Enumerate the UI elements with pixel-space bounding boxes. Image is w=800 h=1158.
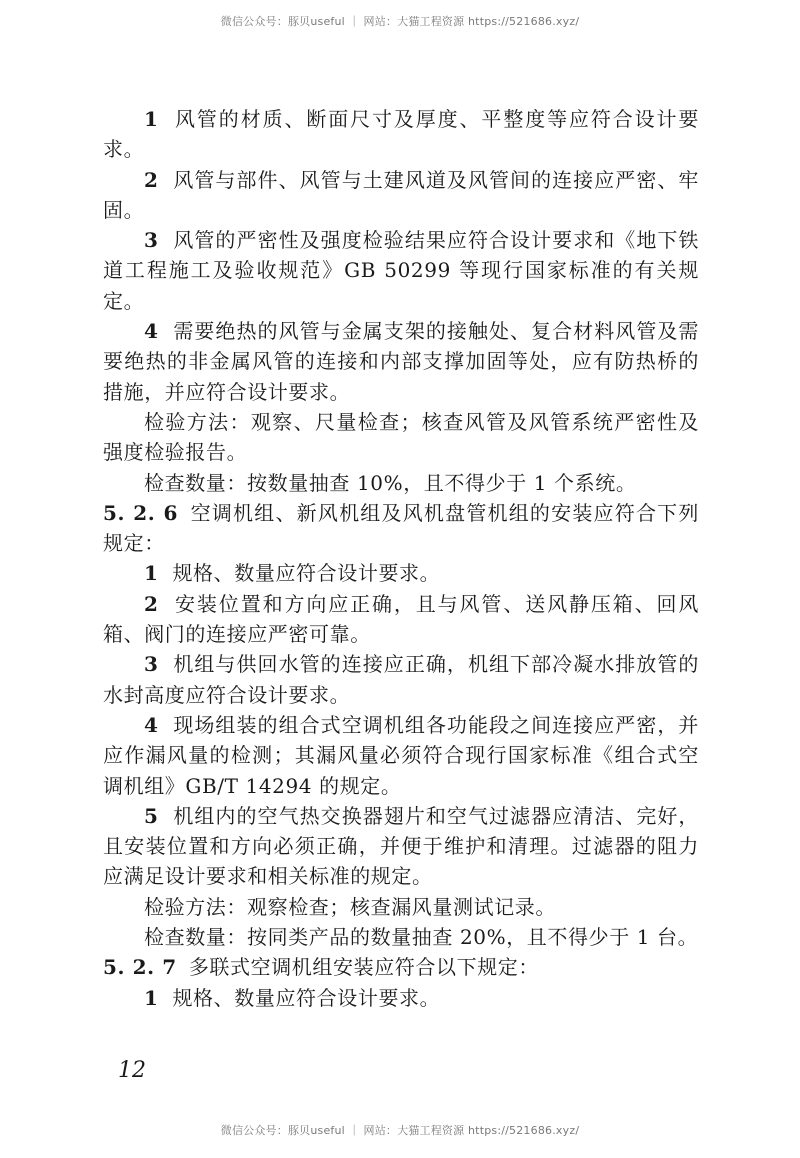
item-text: 机组与供回水管的连接应正确，机组下部冷凝水排放管的水封高度应符合设计要求。 <box>103 652 700 707</box>
inspection-method <box>103 892 699 922</box>
document-body <box>103 104 699 1013</box>
item-text: 检查数量：按数量抽查 10%，且不得少于 1 个系统。 <box>144 470 637 495</box>
item-4 <box>103 710 699 801</box>
item-text: 检验方法：观察检查；核查漏风量测试记录。 <box>144 894 556 919</box>
item-number: 5 <box>144 803 159 828</box>
item-number: 1 <box>144 107 159 131</box>
item-2 <box>103 589 699 650</box>
item-text: 检验方法：观察、尺量检查；核查风管及风管系统严密性及强度检验报告。 <box>103 409 699 465</box>
item-3 <box>103 649 699 710</box>
item-text: 规格、数量应符合设计要求。 <box>172 985 441 1010</box>
item-number: 2 <box>144 591 159 616</box>
item-text: 风管的严密性及强度检验结果应符合设计要求和《地下铁道工程施工及验收规范》GB 50299 等现行国家标准的有关规定。 <box>103 228 700 313</box>
watermark-top: 微信公众号：豚贝useful ｜ 网站：大猫工程资源 https://521686.xyz/ <box>220 15 580 28</box>
clause-text: 多联式空调机组安装应符合以下规定： <box>188 955 540 980</box>
clause-number: 5. 2. 7 <box>103 955 177 980</box>
inspection-quantity <box>103 468 699 498</box>
item-3 <box>103 225 699 316</box>
item-text: 机组内的空气热交换器翅片和空气过滤器应清洁、完好，且安装位置和方向必须正确，并便于维护和清理。过滤器的阻力应满足设计要求和相关标准的规定。 <box>103 803 700 889</box>
clause-number: 5. 2. 6 <box>103 500 179 525</box>
item-number: 1 <box>144 985 159 1010</box>
item-4 <box>103 316 699 407</box>
page-number: 12 <box>118 1058 146 1083</box>
item-text: 风管的材质、断面尺寸及厚度、平整度等应符合设计要求。 <box>103 107 700 162</box>
inspection-method <box>103 407 699 468</box>
item-1 <box>103 104 699 165</box>
item-text: 现场组装的组合式空调机组各功能段之间连接应严密，并应作漏风量的检测；其漏风量必须符合现行国家标准《组合式空调机组》GB/T 14294 的规定。 <box>103 712 700 798</box>
item-2 <box>103 165 699 226</box>
item-number: 1 <box>144 561 159 586</box>
item-number: 4 <box>144 319 159 344</box>
inspection-quantity <box>103 922 699 952</box>
item-1 <box>103 558 699 588</box>
item-number: 3 <box>144 228 159 253</box>
clause-5-2-7 <box>103 952 699 982</box>
item-number: 3 <box>144 652 159 677</box>
item-text: 检查数量：按同类产品的数量抽查 20%，且不得少于 1 台。 <box>144 925 699 950</box>
clause-text: 空调机组、新风机组及风机盘管机组的安装应符合下列规定： <box>103 500 699 556</box>
item-text: 规格、数量应符合设计要求。 <box>172 561 441 586</box>
item-number: 4 <box>144 712 159 737</box>
item-1 <box>103 983 699 1013</box>
item-5 <box>103 801 699 892</box>
watermark-bottom: 微信公众号：豚贝useful ｜ 网站：大猫工程资源 https://521686.xyz/ <box>220 1124 580 1137</box>
item-text: 风管与部件、风管与土建风道及风管间的连接应严密、牢固。 <box>103 167 700 222</box>
item-text: 安装位置和方向应正确，且与风管、送风静压箱、回风箱、阀门的连接应严密可靠。 <box>103 591 700 647</box>
item-number: 2 <box>144 167 159 192</box>
item-text: 需要绝热的风管与金属支架的接触处、复合材料风管及需要绝热的非金属风管的连接和内部支撑加固等处，应有防热桥的措施，并应符合设计要求。 <box>103 319 700 404</box>
clause-5-2-6 <box>103 498 699 559</box>
